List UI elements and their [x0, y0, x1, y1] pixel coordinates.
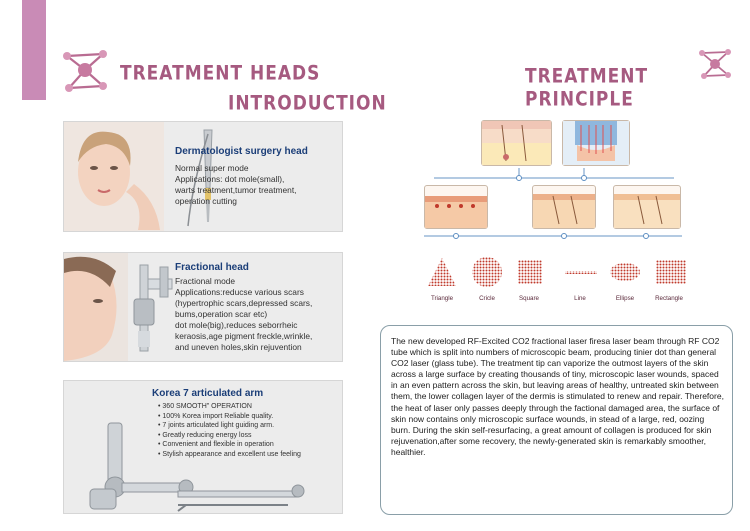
circle-pattern-icon: [472, 257, 502, 287]
articulated-arm-image: [78, 421, 340, 513]
connector-lines: [424, 168, 684, 184]
timeline-line: [424, 230, 684, 242]
treatment-heads-heading: TREATMENT HEADS: [120, 62, 321, 85]
treatment-principle-text: The new developed RF-Excited CO2 fractional laser firesa laser beam through RF CO2 tube which is split into numbers of microscopic beam, producing tinier dot than general CO2 laser (glass tube). The treatment tip can vaporize the outmost layers of the skin across a large surface by creating thousands of tiny, microscopic laser wounds, spaced in an even pattern across the skin, but leaving areas of healthy, untreated skin between them, the lower collagen layer of the dermis is stimulated to renew and repair. Therefore, the heat of laser only passes deeply through the factional damaged area, the surface of skin now contains only microscopic surface wounds, in stead of a large, red, oozing burn. During the skin self-resurfacing, a great amount of collagen is produced for skin rejuvenation,after some recovery, the newly-generated skin is remarkably smoother, healthier.: [391, 336, 724, 457]
dermatologist-card: [63, 121, 343, 232]
introduction-heading: INTRODUCTION: [228, 92, 387, 115]
square-pattern-icon: [518, 260, 542, 284]
list-item: • 360 SMOOTH" OPERATION: [158, 402, 343, 412]
molecule-logo-left-icon: [55, 42, 115, 100]
molecule-logo-right-icon: [694, 44, 736, 84]
shape-label-rectangle: Rectangle: [655, 295, 683, 302]
line-pattern-icon: [565, 271, 597, 274]
decorative-pink-bar: [22, 0, 46, 100]
skin-treatment-stage-1-image: [424, 185, 488, 229]
shape-label-square: Square: [519, 295, 539, 302]
dermatologist-card-title: Dermatologist surgery head: [175, 146, 308, 157]
rectangle-pattern-icon: [656, 260, 686, 284]
list-item: • 100% Korea import Reliable quality.: [158, 412, 343, 422]
fractional-card-title: Fractional head: [175, 262, 249, 273]
ellipse-pattern-icon: [610, 263, 640, 281]
dermatologist-card-text: Normal super mode Applications: dot mole(small), warts treatment,tumor treatment, operation cutting: [175, 163, 297, 206]
triangle-pattern-icon: [428, 258, 456, 286]
list-item: • 7 joints articulated light guiding arm.: [158, 421, 343, 431]
skin-layers-diagram-image: [481, 120, 552, 166]
fractional-head-device-image: [130, 259, 178, 357]
treatment-principle-box: [380, 325, 733, 515]
skin-treatment-stage-3-image: [613, 185, 681, 229]
face-profile-image: [64, 253, 128, 361]
treatment-principle-heading: TREATMENT PRINCIPLE: [525, 65, 649, 111]
skin-treatment-stage-2-image: [532, 185, 596, 229]
fractional-card: [63, 252, 343, 362]
list-item: • Convenient and flexible in operation: [158, 440, 343, 450]
articulated-arm-card-title: Korea 7 articulated arm: [152, 388, 264, 399]
fractional-card-text: Fractional mode Applications:reducse various scars (hypertrophic scars,depressed scars, bums,operation scar etc) dot mole(big),reduces seborrheic keraosis,age pigment freckle,wrinkle, and uneven holes,skin rejuvention: [175, 276, 313, 352]
shape-label-line: Line: [574, 295, 586, 302]
shape-label-circle: Cricle: [479, 295, 495, 302]
articulated-arm-card: [63, 380, 343, 514]
shape-label-triangle: Triangle: [430, 295, 454, 302]
list-item: • Greatly reducing energy loss: [158, 431, 343, 441]
list-item: • Stylish appearance and excellent use feeling: [158, 450, 343, 460]
shape-label-ellipse: Ellipse: [615, 295, 635, 302]
scan-shape-patterns: [425, 254, 695, 290]
laser-beam-diagram-image: [562, 120, 630, 166]
woman-face-image: [64, 122, 164, 231]
